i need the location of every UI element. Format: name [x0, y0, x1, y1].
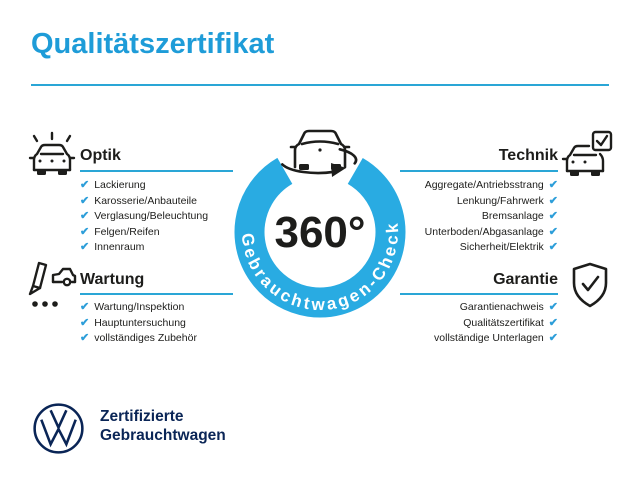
checklist-item-label: Unterboden/Abgasanlage — [424, 225, 544, 238]
checklist-item-label: Hauptuntersuchung — [94, 316, 186, 329]
check-icon: ✔ — [80, 316, 90, 329]
page-title: Qualitätszertifikat — [31, 28, 275, 60]
check-icon: ✔ — [548, 241, 558, 253]
checklist-item-label: Felgen/Reifen — [94, 225, 160, 238]
section-title-technik: Technik — [498, 147, 558, 164]
check-icon: ✔ — [80, 225, 90, 238]
checklist-item-label: Aggregate/Antriebsstrang — [424, 179, 544, 191]
car-shine-icon — [26, 130, 78, 182]
checklist-item-label: Qualitätszertifikat — [463, 316, 544, 329]
check-icon: ✔ — [80, 179, 90, 191]
checklist-item-label: Lackierung — [94, 179, 146, 191]
section-title-garantie: Garantie — [493, 271, 558, 288]
checklist-item-label: Karosserie/Anbauteile — [94, 194, 197, 207]
vw-logo — [31, 401, 86, 456]
car-checkbox-icon — [560, 127, 616, 181]
checklist-item-label: Sicherheit/Elektrik — [459, 241, 544, 253]
checklist-item-label: Lenkung/Fahrwerk — [456, 194, 544, 207]
footer-claim-line1: Zertifizierte — [100, 408, 184, 425]
checklist-item-label: Bremsanlage — [481, 210, 544, 222]
check-icon: ✔ — [80, 332, 90, 344]
degree-label: 360° — [274, 208, 366, 257]
check-icon: ✔ — [548, 210, 558, 222]
check-icon: ✔ — [548, 225, 558, 238]
section-title-wartung: Wartung — [80, 271, 145, 288]
checklist-item-label: Garantienachweis — [459, 301, 544, 313]
check-icon: ✔ — [80, 301, 90, 313]
check-icon: ✔ — [80, 194, 90, 207]
checklist-item-label: Innenraum — [94, 241, 145, 253]
checklist-item-label: Wartung/Inspektion — [94, 301, 185, 313]
checklist-item-label: vollständige Unterlagen — [434, 332, 544, 344]
section-title-optik: Optik — [80, 147, 121, 164]
check-icon: ✔ — [548, 301, 558, 313]
check-icon: ✔ — [548, 332, 558, 344]
360-check-ring — [198, 106, 442, 342]
checklist-item-label: Verglasung/Beleuchtung — [94, 210, 209, 222]
shield-check-icon — [566, 261, 614, 311]
title-underline — [31, 84, 609, 86]
car-rotation-icon — [282, 131, 356, 177]
footer-claim-line2: Gebrauchtwagen — [100, 426, 226, 444]
checklist-item-label: vollständiges Zubehör — [94, 332, 197, 344]
check-icon: ✔ — [548, 194, 558, 207]
pen-car-icon — [25, 259, 79, 309]
check-icon: ✔ — [80, 210, 90, 222]
check-icon: ✔ — [548, 316, 558, 329]
check-icon: ✔ — [80, 241, 90, 253]
footer-claim — [100, 408, 226, 445]
check-icon: ✔ — [548, 179, 558, 191]
ring-label: Gebrauchtwagen-Check — [237, 219, 403, 315]
